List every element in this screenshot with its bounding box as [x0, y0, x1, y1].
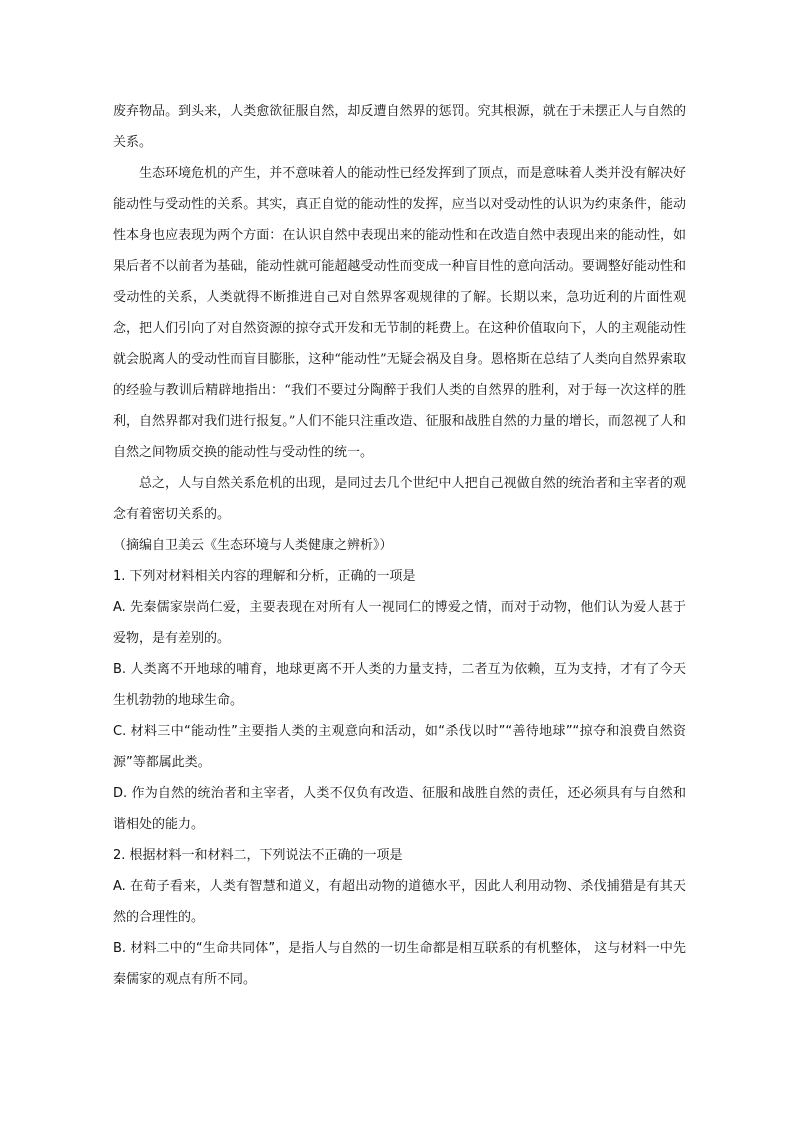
question-1: [113, 561, 686, 840]
question-option-a: A. 先秦儒家崇尚仁爱，主要表现在对所有人一视同仁的博爱之情，而对于动物，他们认为爱人甚于爱物，是有差别的。: [113, 600, 686, 646]
question-option-a: A. 在荀子看来，人类有智慧和道义，有超出动物的道德水平，因此人利用动物、杀伐捕猎是有其天然的合理性的。: [113, 879, 686, 925]
question-2: [113, 840, 686, 995]
document-page: [113, 96, 686, 995]
reading-passage: [113, 96, 686, 561]
passage-source: （摘编自卫美云《生态环境与人类健康之辨析》）: [113, 538, 393, 553]
question-option-b: B. 材料二中的“生命共同体”，是指人与自然的一切生命都是相互联系的有机整体， 这与材料一中先秦儒家的观点有所不同。: [113, 941, 686, 987]
passage-paragraph: 总之，人与自然关系危机的出现，是同过去几个世纪中人把自己视做自然的统治者和主宰者的观念有着密切关系的。: [113, 476, 686, 522]
question-stem: 1. 下列对材料相关内容的理解和分析，正确的一项是: [113, 569, 416, 584]
question-option-d: D. 作为自然的统治者和主宰者，人类不仅负有改造、征服和战胜自然的责任，还必须具有与自然和谐相处的能力。: [113, 786, 686, 832]
passage-paragraph: 废弃物品。到头来，人类愈欲征服自然，却反遭自然界的惩罚。究其根源，就在于未摆正人与自然的关系。: [113, 104, 686, 150]
question-section: [113, 561, 686, 995]
question-option-b: B. 人类离不开地球的哺育，地球更离不开人类的力量支持，二者互为依赖，互为支持，才有了今天生机勃勃的地球生命。: [113, 662, 686, 708]
question-option-c: C. 材料三中“能动性”主要指人类的主观意向和活动，如“杀伐以时”“善待地球”“掠夺和浪费自然资源”等都属此类。: [113, 724, 686, 770]
passage-paragraph: 生态环境危机的产生，并不意味着人的能动性已经发挥到了顶点，而是意味着人类并没有解决好能动性与受动性的关系。其实，真正自觉的能动性的发挥，应当以对受动性的认识为约束条件，能动性本身也应表现为两个方面：在认识自然中表现出来的能动性和在改造自然中表现出来的能动性，如果后者不以前者为基础，能动性就可能超越受动性而变成一种盲目性的意向活动。要调整好能动性和受动性的关系，人类就得不断推进自己对自然界客观规律的了解。长期以来，急功近利的片面性观念，把人们引向了对自然资源的掠夺式开发和无节制的耗费上。在这种价值取向下，人的主观能动性就会脱离人的受动性而盲目膨胀，这种“能动性”无疑会祸及自身。恩格斯在总结了人类向自然界索取的经验与教训后精辟地指出：“我们不要过分陶醉于我们人类的自然界的胜利，对于每一次这样的胜利，自然界都对我们进行报复。”人们不能只注重改造、征服和战胜自然的力量的增长，而忽视了人和自然之间物质交换的能动性与受动性的统一。: [113, 166, 686, 460]
question-stem: 2. 根据材料一和材料二，下列说法不正确的一项是: [113, 848, 403, 863]
